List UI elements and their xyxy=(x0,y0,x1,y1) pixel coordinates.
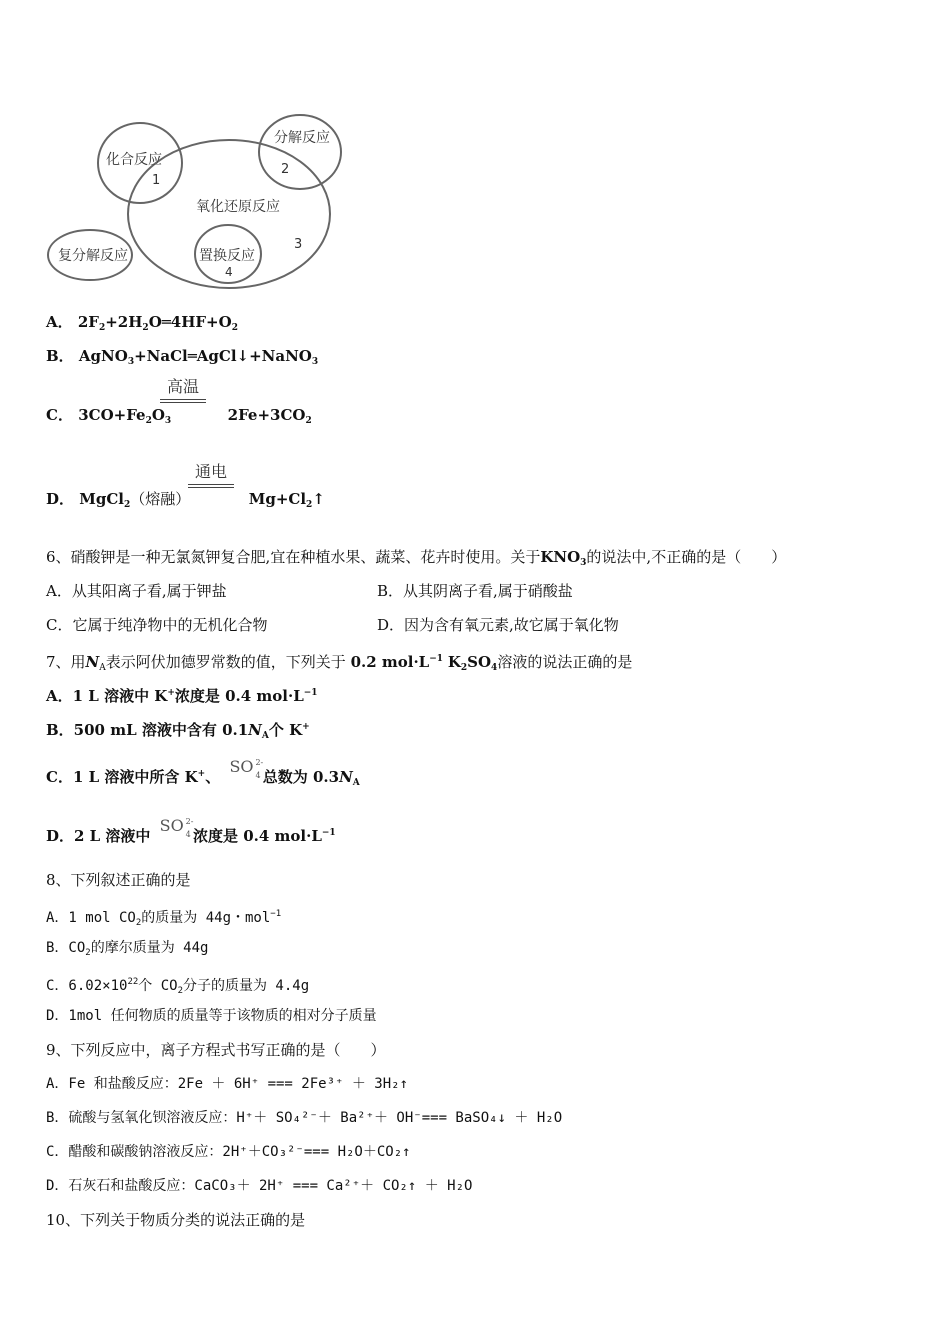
q6-stem: 6、硝酸钾是一种无氯氮钾复合肥,宜在种植水果、蔬菜、花卉时使用。关于$KNO_3$的说法中,不正确的是（ ） xyxy=(46,548,787,568)
q6-option-c[interactable]: C．它属于纯净物中的无机化合物 xyxy=(46,616,268,634)
q10-stem: 10、下列关于物质分类的说法正确的是 xyxy=(46,1211,306,1229)
q6-option-a[interactable]: A．从其阳离子看,属于钾盐 xyxy=(46,582,227,600)
q8-option-a[interactable]: A．1 mol $CO_2$的质量为 44g・mol$^{-1}$ xyxy=(46,909,282,928)
reaction-type-venn-diagram xyxy=(44,108,354,290)
q7-option-b[interactable]: B．500 mL 溶液中含有 $0.1N_A$个 K+ xyxy=(46,721,310,741)
number-3: 3 xyxy=(294,237,303,252)
decomposition-label: 分解反应 xyxy=(274,130,330,146)
q7-option-a[interactable]: A．1 L 溶液中 K+浓度是 0.4 $mol\cdot L^{-1}$ xyxy=(46,687,318,705)
q8-option-c[interactable]: C．$6.02\times 10^{22}$个 $CO_2$分子的质量为 4.4g xyxy=(46,977,310,996)
decomposition-circle xyxy=(259,115,341,189)
q9-option-b[interactable]: B．硫酸与氢氧化钡溶液反应：H⁺＋ SO₄²⁻＋ Ba²⁺＋ OH⁻=== BaSO₄↓ ＋ H₂O xyxy=(46,1110,563,1126)
q5-option-a[interactable]: A． $2F_2+2H_2O═4HF+O_2$ xyxy=(46,313,238,333)
displacement-label: 置换反应 xyxy=(199,248,255,264)
q8-option-b[interactable]: B．$CO_2$的摩尔质量为 44g xyxy=(46,940,209,958)
q5d-condition-electrolysis: 通电 xyxy=(188,459,234,488)
sulfate-ion: SO 2- 4 xyxy=(229,757,264,780)
q7-option-c[interactable]: C．1 L 溶液中所含 K+、 SO 2- 4 总数为 $0.3N_A$ xyxy=(46,757,360,788)
combination-label: 化合反应 xyxy=(106,152,162,168)
double-decomp-label: 复分解反应 xyxy=(58,248,128,264)
q7-option-d[interactable]: D．2 L 溶液中 SO 2- 4 浓度是 0.4 $mol\cdot L^{-1}$ xyxy=(46,816,336,845)
number-2: 2 xyxy=(281,162,290,177)
q5-option-b[interactable]: B． AgNO$_3$+NaCl═AgCl↓+NaNO$_3$ xyxy=(46,347,319,367)
q5-option-c[interactable]: C． $3CO+Fe_2O_3$ $2Fe+3CO_2$ xyxy=(46,406,312,426)
sulfate-ion: SO 2- 4 xyxy=(159,816,194,839)
q9-option-d[interactable]: D．石灰石和盐酸反应：CaCO₃＋ 2H⁺ === Ca²⁺＋ CO₂↑ ＋ H₂O xyxy=(46,1178,473,1194)
q8-stem: 8、下列叙述正确的是 xyxy=(46,871,191,889)
number-4: 4 xyxy=(225,265,233,279)
q6-option-d[interactable]: D．因为含有氧元素,故它属于氧化物 xyxy=(377,616,619,634)
q5c-condition-high-temp: 高温 xyxy=(160,374,206,403)
q9-option-c[interactable]: C．醋酸和碳酸钠溶液反应：2H⁺＋CO₃²⁻=== H₂O＋CO₂↑ xyxy=(46,1144,411,1160)
q9-option-a[interactable]: A．Fe 和盐酸反应：2Fe ＋ 6H⁺ === 2Fe³⁺ ＋ 3H₂↑ xyxy=(46,1076,409,1092)
q6-option-b[interactable]: B．从其阴离子看,属于硝酸盐 xyxy=(377,582,573,600)
q5-option-d[interactable]: D． MgCl$_2$（熔融） $Mg+Cl_2↑$ xyxy=(46,490,325,510)
number-1: 1 xyxy=(152,173,161,188)
redox-label: 氧化还原反应 xyxy=(196,199,280,215)
q9-stem: 9、下列反应中，离子方程式书写正确的是（ ） xyxy=(46,1041,386,1059)
q7-stem: 7、用$N_A$表示阿伏加德罗常数的值，下列关于 0.2 $mol\cdot L^{-1}$ $K_2SO_4$溶液的说法正确的是 xyxy=(46,653,633,673)
q8-option-d[interactable]: D．1mol 任何物质的质量等于该物质的相对分子质量 xyxy=(46,1008,377,1024)
